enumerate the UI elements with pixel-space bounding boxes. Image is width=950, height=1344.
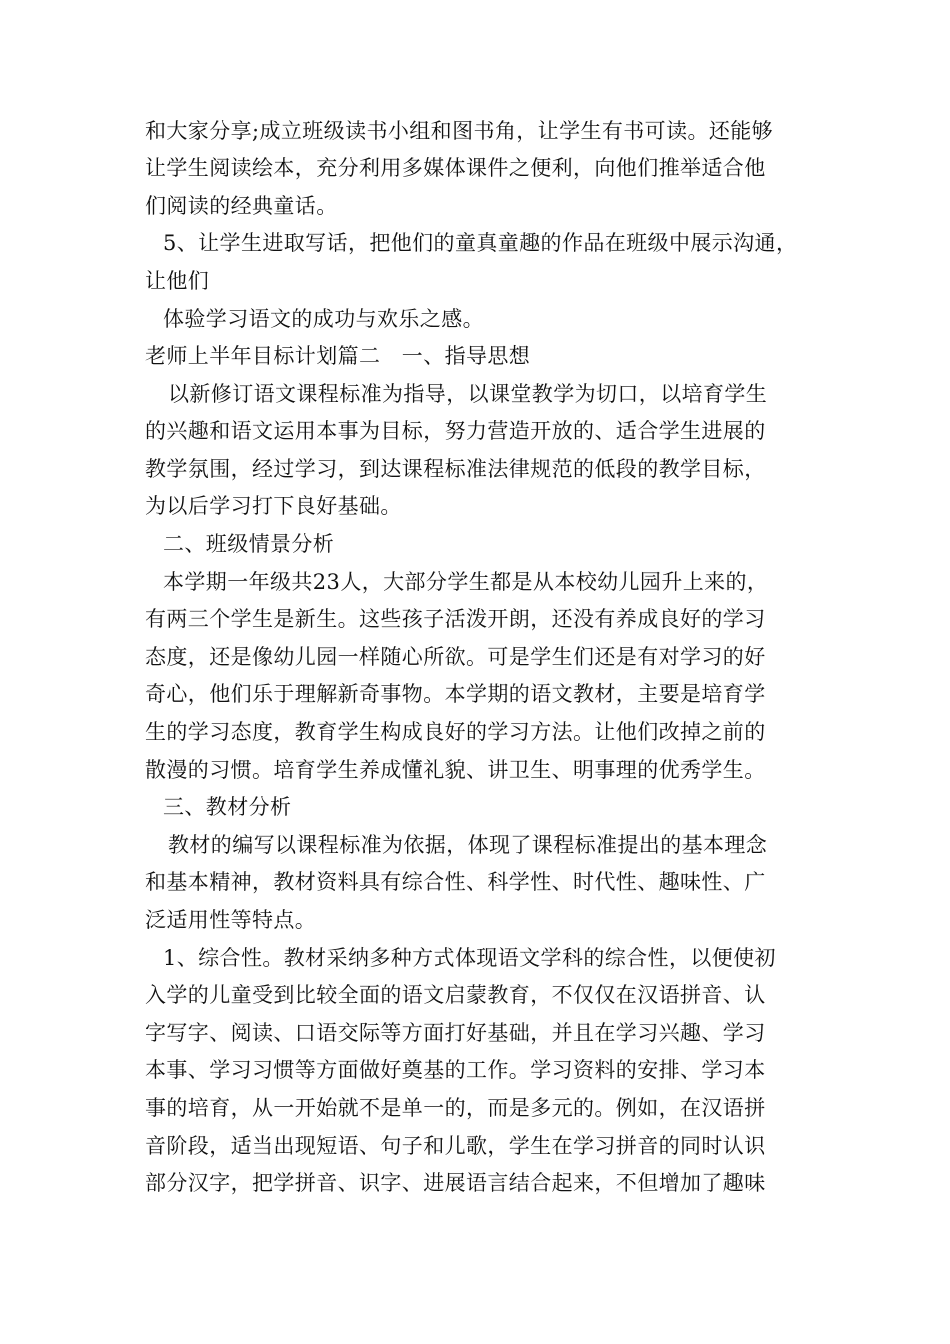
text-line: 本事、学习习惯等方面做好奠基的工作。学习资料的安排、学习本 <box>145 1058 766 1082</box>
text-line: 5、让学生进取写话，把他们的童真童趣的作品在班级中展示沟通， <box>163 231 798 255</box>
text-line: 和基本精神，教材资料具有综合性、科学性、时代性、趣味性、广 <box>145 870 766 894</box>
section-heading: 三、教材分析 <box>163 795 292 819</box>
text-line: 和大家分享;成立班级读书小组和图书角，让学生有书可读。还能够 <box>145 119 774 143</box>
text-line: 奇心，他们乐于理解新奇事物。本学期的语文教材，主要是培育学 <box>145 682 766 706</box>
text-line: 泛适用性等特点。 <box>145 908 317 932</box>
text-line: 教学氛围，经过学习，到达课程标准法律规范的低段的教学目标， <box>145 457 766 481</box>
text-line: 体验学习语文的成功与欢乐之感。 <box>163 307 484 331</box>
text-line: 的兴趣和语文运用本事为目标，努力营造开放的、适合学生进展的 <box>145 419 766 443</box>
text-line: 让学生阅读绘本，充分利用多媒体课件之便利，向他们推举适合他 <box>145 156 766 180</box>
text-line: 为以后学习打下良好基础。 <box>145 494 402 518</box>
text-line: 部分汉字，把学拼音、识字、进展语言结合起来，不但增加了趣味 <box>145 1171 766 1195</box>
text-line: 们阅读的经典童话。 <box>145 194 338 218</box>
text-line: 本学期一年级共23人，大部分学生都是从本校幼儿园升上来的， <box>163 570 769 594</box>
text-line: 以新修订语文课程标准为指导，以课堂教学为切口，以培育学生 <box>168 382 768 406</box>
text-line: 生的学习态度，教育学生构成良好的学习方法。让他们改掉之前的 <box>145 720 766 744</box>
text-line: 1、综合性。教材采纳多种方式体现语文学科的综合性，以便使初 <box>163 946 776 970</box>
text-line: 事的培育，从一开始就不是单一的，而是多元的。例如，在汉语拼 <box>145 1096 766 1120</box>
text-line: 散漫的习惯。培育学生养成懂礼貌、讲卫生、明事理的优秀学生。 <box>145 758 766 782</box>
text-line: 音阶段，适当出现短语、句子和儿歌，学生在学习拼音的同时认识 <box>145 1134 766 1158</box>
text-line: 让他们 <box>145 269 210 293</box>
text-line: 入学的儿童受到比较全面的语文启蒙教育，不仅仅在汉语拼音、认 <box>145 983 766 1007</box>
text-line: 态度，还是像幼儿园一样随心所欲。可是学生们还是有对学习的好 <box>145 645 766 669</box>
text-line: 有两三个学生是新生。这些孩子活泼开朗，还没有养成良好的学习 <box>145 607 766 631</box>
text-line: 字写字、阅读、口语交际等方面打好基础，并且在学习兴趣、学习 <box>145 1021 766 1045</box>
section-heading: 二、班级情景分析 <box>163 532 335 556</box>
section-heading: 老师上半年目标计划篇二 一、指导思想 <box>145 344 531 368</box>
text-line: 教材的编写以课程标准为依据，体现了课程标准提出的基本理念 <box>168 833 768 857</box>
